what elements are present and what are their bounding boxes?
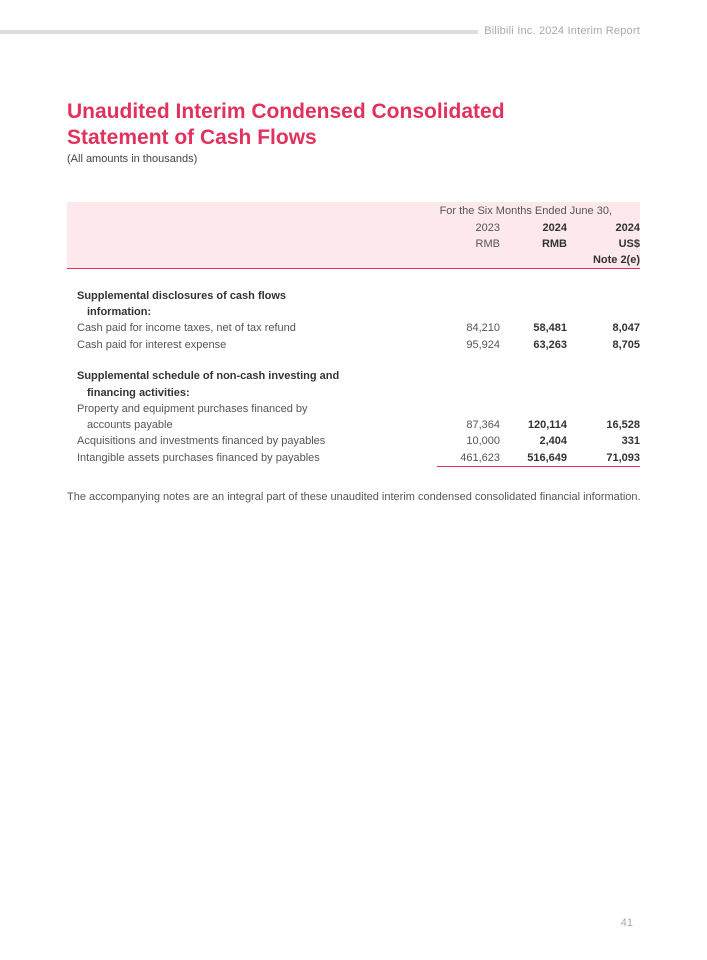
section-heading-continued [67, 306, 640, 322]
col-usd-note: Note 2(e) [592, 254, 640, 266]
col-2024-rmb-year: 2024 [542, 222, 567, 234]
value-2024-rmb: 58,481 [533, 322, 567, 334]
col-2024-rmb-currency: RMB [541, 238, 567, 250]
table-row [67, 435, 640, 451]
section-heading-supplemental-disclosures [67, 290, 640, 306]
table-row [67, 403, 640, 419]
value-2023: 461,623 [460, 452, 500, 464]
row-label-continued: accounts payable [87, 419, 173, 431]
section-heading-text: financing activities: [87, 387, 190, 399]
value-2024-rmb: 516,649 [527, 452, 567, 464]
value-2024-usd: 16,528 [606, 419, 640, 431]
period-label: For the Six Months Ended June 30, [439, 205, 612, 217]
row-label: Property and equipment purchases financed by [77, 403, 308, 415]
total-rule [437, 466, 640, 467]
page-number: 41 [620, 917, 633, 929]
table-row [67, 419, 640, 435]
report-header: Bilibili Inc. 2024 Interim Report [484, 25, 640, 37]
col-2023-year: 2023 [475, 222, 500, 234]
value-2024-usd: 331 [621, 435, 640, 447]
value-2024-usd: 8,705 [612, 339, 640, 351]
value-2024-usd: 71,093 [606, 452, 640, 464]
header-rule [0, 30, 478, 34]
section-heading-non-cash [67, 370, 640, 386]
row-label: Cash paid for interest expense [77, 339, 227, 351]
table-header [67, 202, 640, 269]
table-row [67, 322, 640, 338]
value-2024-rmb: 120,114 [527, 419, 567, 431]
value-2023: 87,364 [466, 419, 500, 431]
row-label: Acquisitions and investments financed by payables [77, 435, 326, 447]
value-2024-rmb: 63,263 [533, 339, 567, 351]
value-2024-usd: 8,047 [612, 322, 640, 334]
footnote: The accompanying notes are an integral part of these unaudited interim condensed consolidated financial information. [67, 491, 641, 503]
section-heading-text: Supplemental schedule of non-cash investing and [77, 370, 340, 382]
col-2024-usd-currency: US$ [618, 238, 640, 250]
row-label: Intangible assets purchases financed by payables [77, 452, 320, 464]
page-title [67, 99, 505, 151]
section-heading-text: Supplemental disclosures of cash flows [77, 290, 287, 302]
table-row [67, 339, 640, 355]
value-2023: 10,000 [466, 435, 500, 447]
value-2023: 95,924 [466, 339, 500, 351]
section-heading-text: information: [87, 306, 152, 318]
col-2024-usd-year: 2024 [615, 222, 640, 234]
amounts-note: (All amounts in thousands) [67, 153, 198, 165]
section-heading-continued [67, 387, 640, 403]
col-2023-currency: RMB [475, 238, 500, 250]
title-line-1: Unaudited Interim Condensed Consolidated [67, 100, 505, 123]
title-line-2: Statement of Cash Flows [67, 126, 317, 149]
value-2024-rmb: 2,404 [539, 435, 567, 447]
row-label: Cash paid for income taxes, net of tax refund [77, 322, 296, 334]
value-2023: 84,210 [466, 322, 500, 334]
